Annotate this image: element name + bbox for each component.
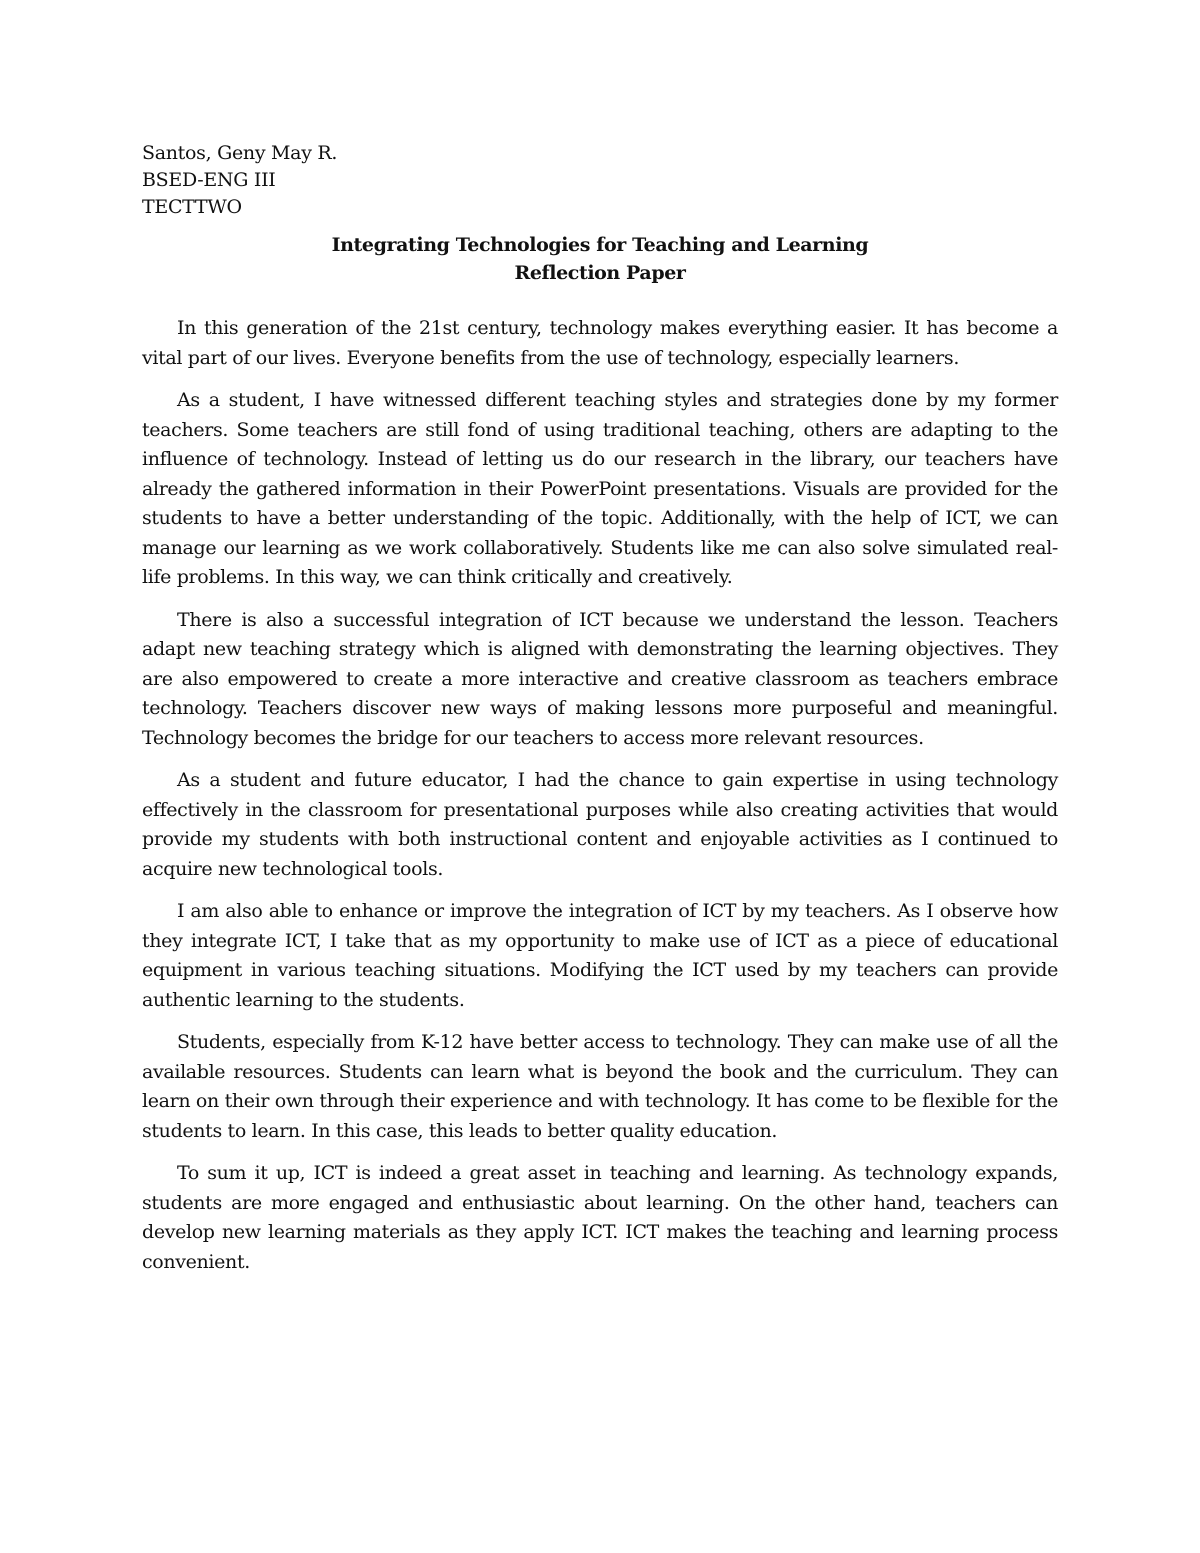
paragraph-7: To sum it up, ICT is indeed a great asset in teaching and learning. As technology expands, students are more engaged and enthusiastic about learning. On the other hand, teachers can develop new learning materials as they apply ICT. ICT makes the teaching and learning process convenient. [142, 1162, 1058, 1273]
subject-code: TECTTWO [142, 196, 242, 218]
title-block [142, 231, 1058, 287]
paragraph-1: In this generation of the 21st century, technology makes everything easier. It has become a vital part of our lives. Everyone benefits from the use of technology, especially learners. [142, 317, 1058, 369]
paragraph-3: There is also a successful integration of ICT because we understand the lesson. Teachers adapt new teaching strategy which is aligned with demonstrating the learning objectives. They are also empowered to create a more interactive and creative classroom as teachers embrace technology. Teachers discover new ways of making lessons more purposeful and meaningful. Technology becomes the bridge for our teachers to access more relevant resources. [142, 608, 1058, 749]
author-name: Santos, Geny May R. [142, 142, 338, 164]
paper-title: Integrating Technologies for Teaching and Learning [331, 234, 869, 256]
body-text [142, 314, 1058, 1277]
paper-subtitle: Reflection Paper [514, 262, 686, 284]
paragraph-6: Students, especially from K-12 have better access to technology. They can make use of all the available resources. Students can learn what is beyond the book and the curriculum. They can learn on their own through their experience and with technology. It has come to be flexible for the students to learn. In this case, this leads to better quality education. [142, 1031, 1058, 1142]
course-section: BSED-ENG III [142, 169, 276, 191]
paragraph-5: I am also able to enhance or improve the integration of ICT by my teachers. As I observe how they integrate ICT, I take that as my opportunity to make use of ICT as a piece of educational equipment in various teaching situations. Modifying the ICT used by my teachers can provide authentic learning to the students. [142, 900, 1058, 1011]
paragraph-2: As a student, I have witnessed different teaching styles and strategies done by my former teachers. Some teachers are still fond of using traditional teaching, others are adapting to the influence of technology. Instead of letting us do our research in the library, our teachers have already the gathered information in their PowerPoint presentations. Visuals are provided for the students to have a better understanding of the topic. Additionally, with the help of ICT, we can manage our learning as we work collaboratively. Students like me can also solve simulated real-life problems. In this way, we can think critically and creatively. [142, 389, 1058, 588]
document-content [142, 140, 1058, 1290]
paragraph-4: As a student and future educator, I had the chance to gain expertise in using technology effectively in the classroom for presentational purposes while also creating activities that would provide my students with both instructional content and enjoyable activities as I continued to acquire new technological tools. [142, 769, 1058, 880]
